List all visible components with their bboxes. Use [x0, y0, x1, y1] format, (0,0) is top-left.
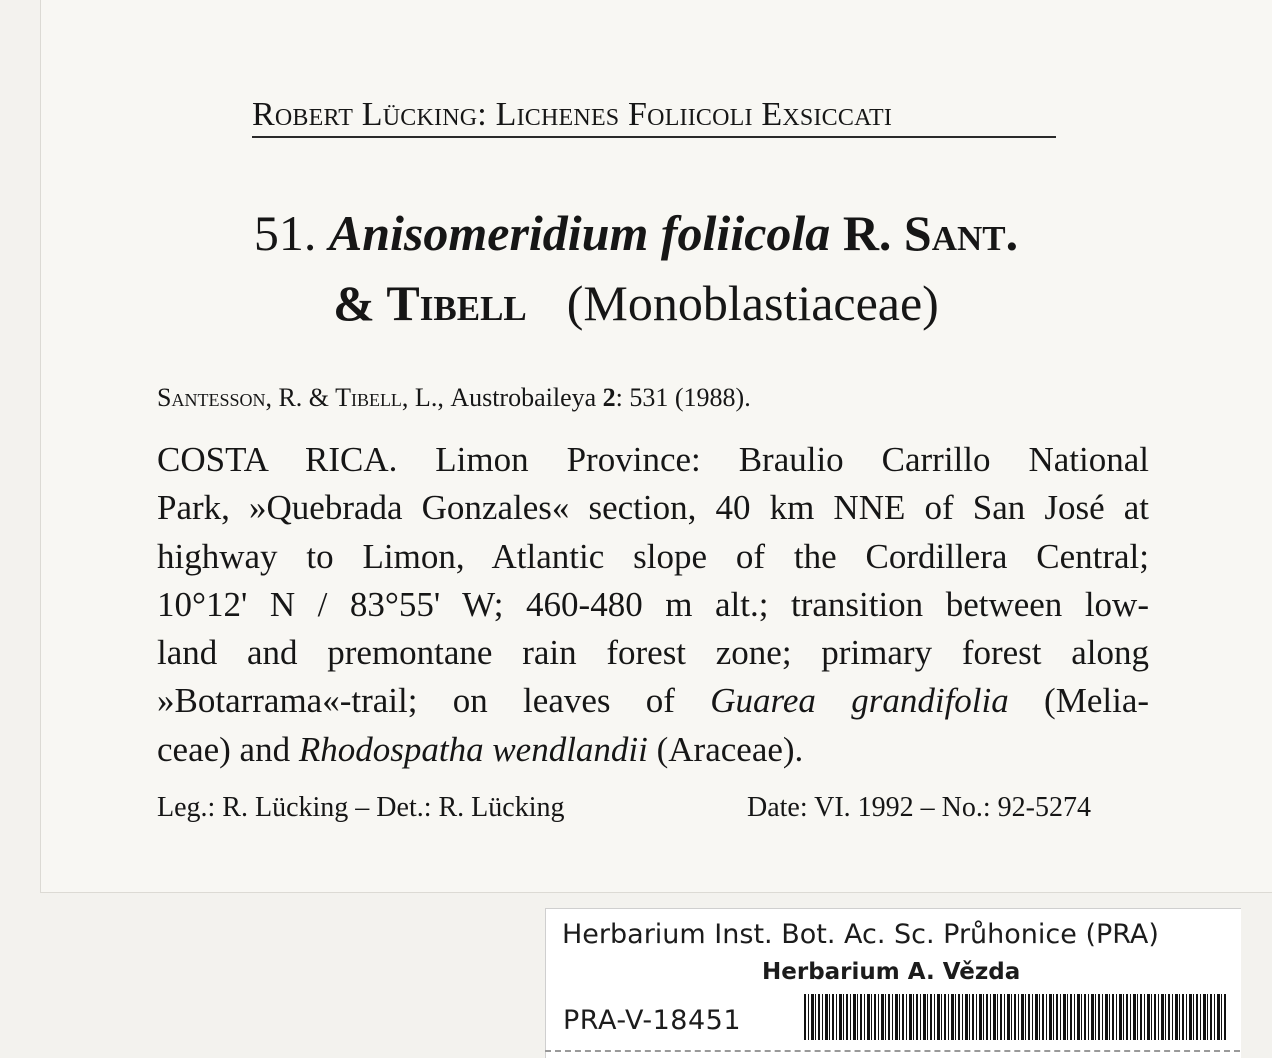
specimen-id: PRA-V-18451 [563, 1005, 742, 1036]
species-name: Anisomeridium foliicola [328, 205, 831, 261]
exsiccata-number: 51. [253, 205, 317, 261]
host-plant-2: Rhodospatha wendlandii [298, 729, 648, 769]
species-author-2: & Tibell [333, 275, 527, 331]
species-author-1: R. Sant. [842, 205, 1019, 261]
locality-fragment: (Araceae). [647, 729, 804, 769]
barcode-icon [804, 994, 1228, 1040]
locality-line [157, 677, 1149, 725]
locality-line: Park, »Quebrada Gonzales« section, 40 km NNE of San José at [157, 488, 1149, 528]
reference-volume: 2 [602, 383, 616, 412]
locality-line: highway to Limon, Atlantic slope of the Cordillera Central; [157, 536, 1149, 576]
locality-line: land and premontane rain forest zone; primary forest along [157, 633, 1149, 673]
reference-authors: Santesson, R. & Tibell, L., [157, 383, 451, 412]
locality-line: 10°12' N / 83°55' W; 460-480 m alt.; transition between low- [157, 584, 1149, 624]
herbarium-sticker [545, 908, 1241, 1058]
literature-reference [157, 383, 1147, 413]
perforation-line [545, 1050, 1240, 1052]
herbarium-collection: Herbarium A. Vězda [762, 959, 1021, 985]
locality-line: COSTA RICA. Limon Province: Braulio Carrillo National [157, 440, 1149, 479]
locality-text [157, 436, 1149, 774]
locality-line [157, 726, 1149, 774]
taxon-line-1 [0, 205, 1272, 261]
family-name: (Monoblastiaceae) [566, 275, 939, 331]
host-plant-1: Guarea grandifolia [710, 681, 1009, 721]
locality-fragment: ceae) and [157, 729, 299, 769]
reference-journal: Austrobaileya [450, 383, 603, 412]
locality-fragment: »Botarrama«-trail; on leaves of [157, 681, 711, 721]
series-header: Robert Lücking: Lichenes Foliicoli Exsiccati [252, 96, 1056, 138]
collector-determiner: Leg.: R. Lücking – Det.: R. Lücking [157, 792, 565, 823]
herbarium-institution: Herbarium Inst. Bot. Ac. Sc. Průhonice (PRA) [562, 919, 1159, 950]
date-number: Date: VI. 1992 – No.: 92-5274 [747, 792, 1091, 823]
locality-fragment: (Melia- [1008, 681, 1150, 721]
taxon-line-2 [0, 275, 1272, 331]
reference-pages: : 531 (1988). [615, 383, 751, 412]
